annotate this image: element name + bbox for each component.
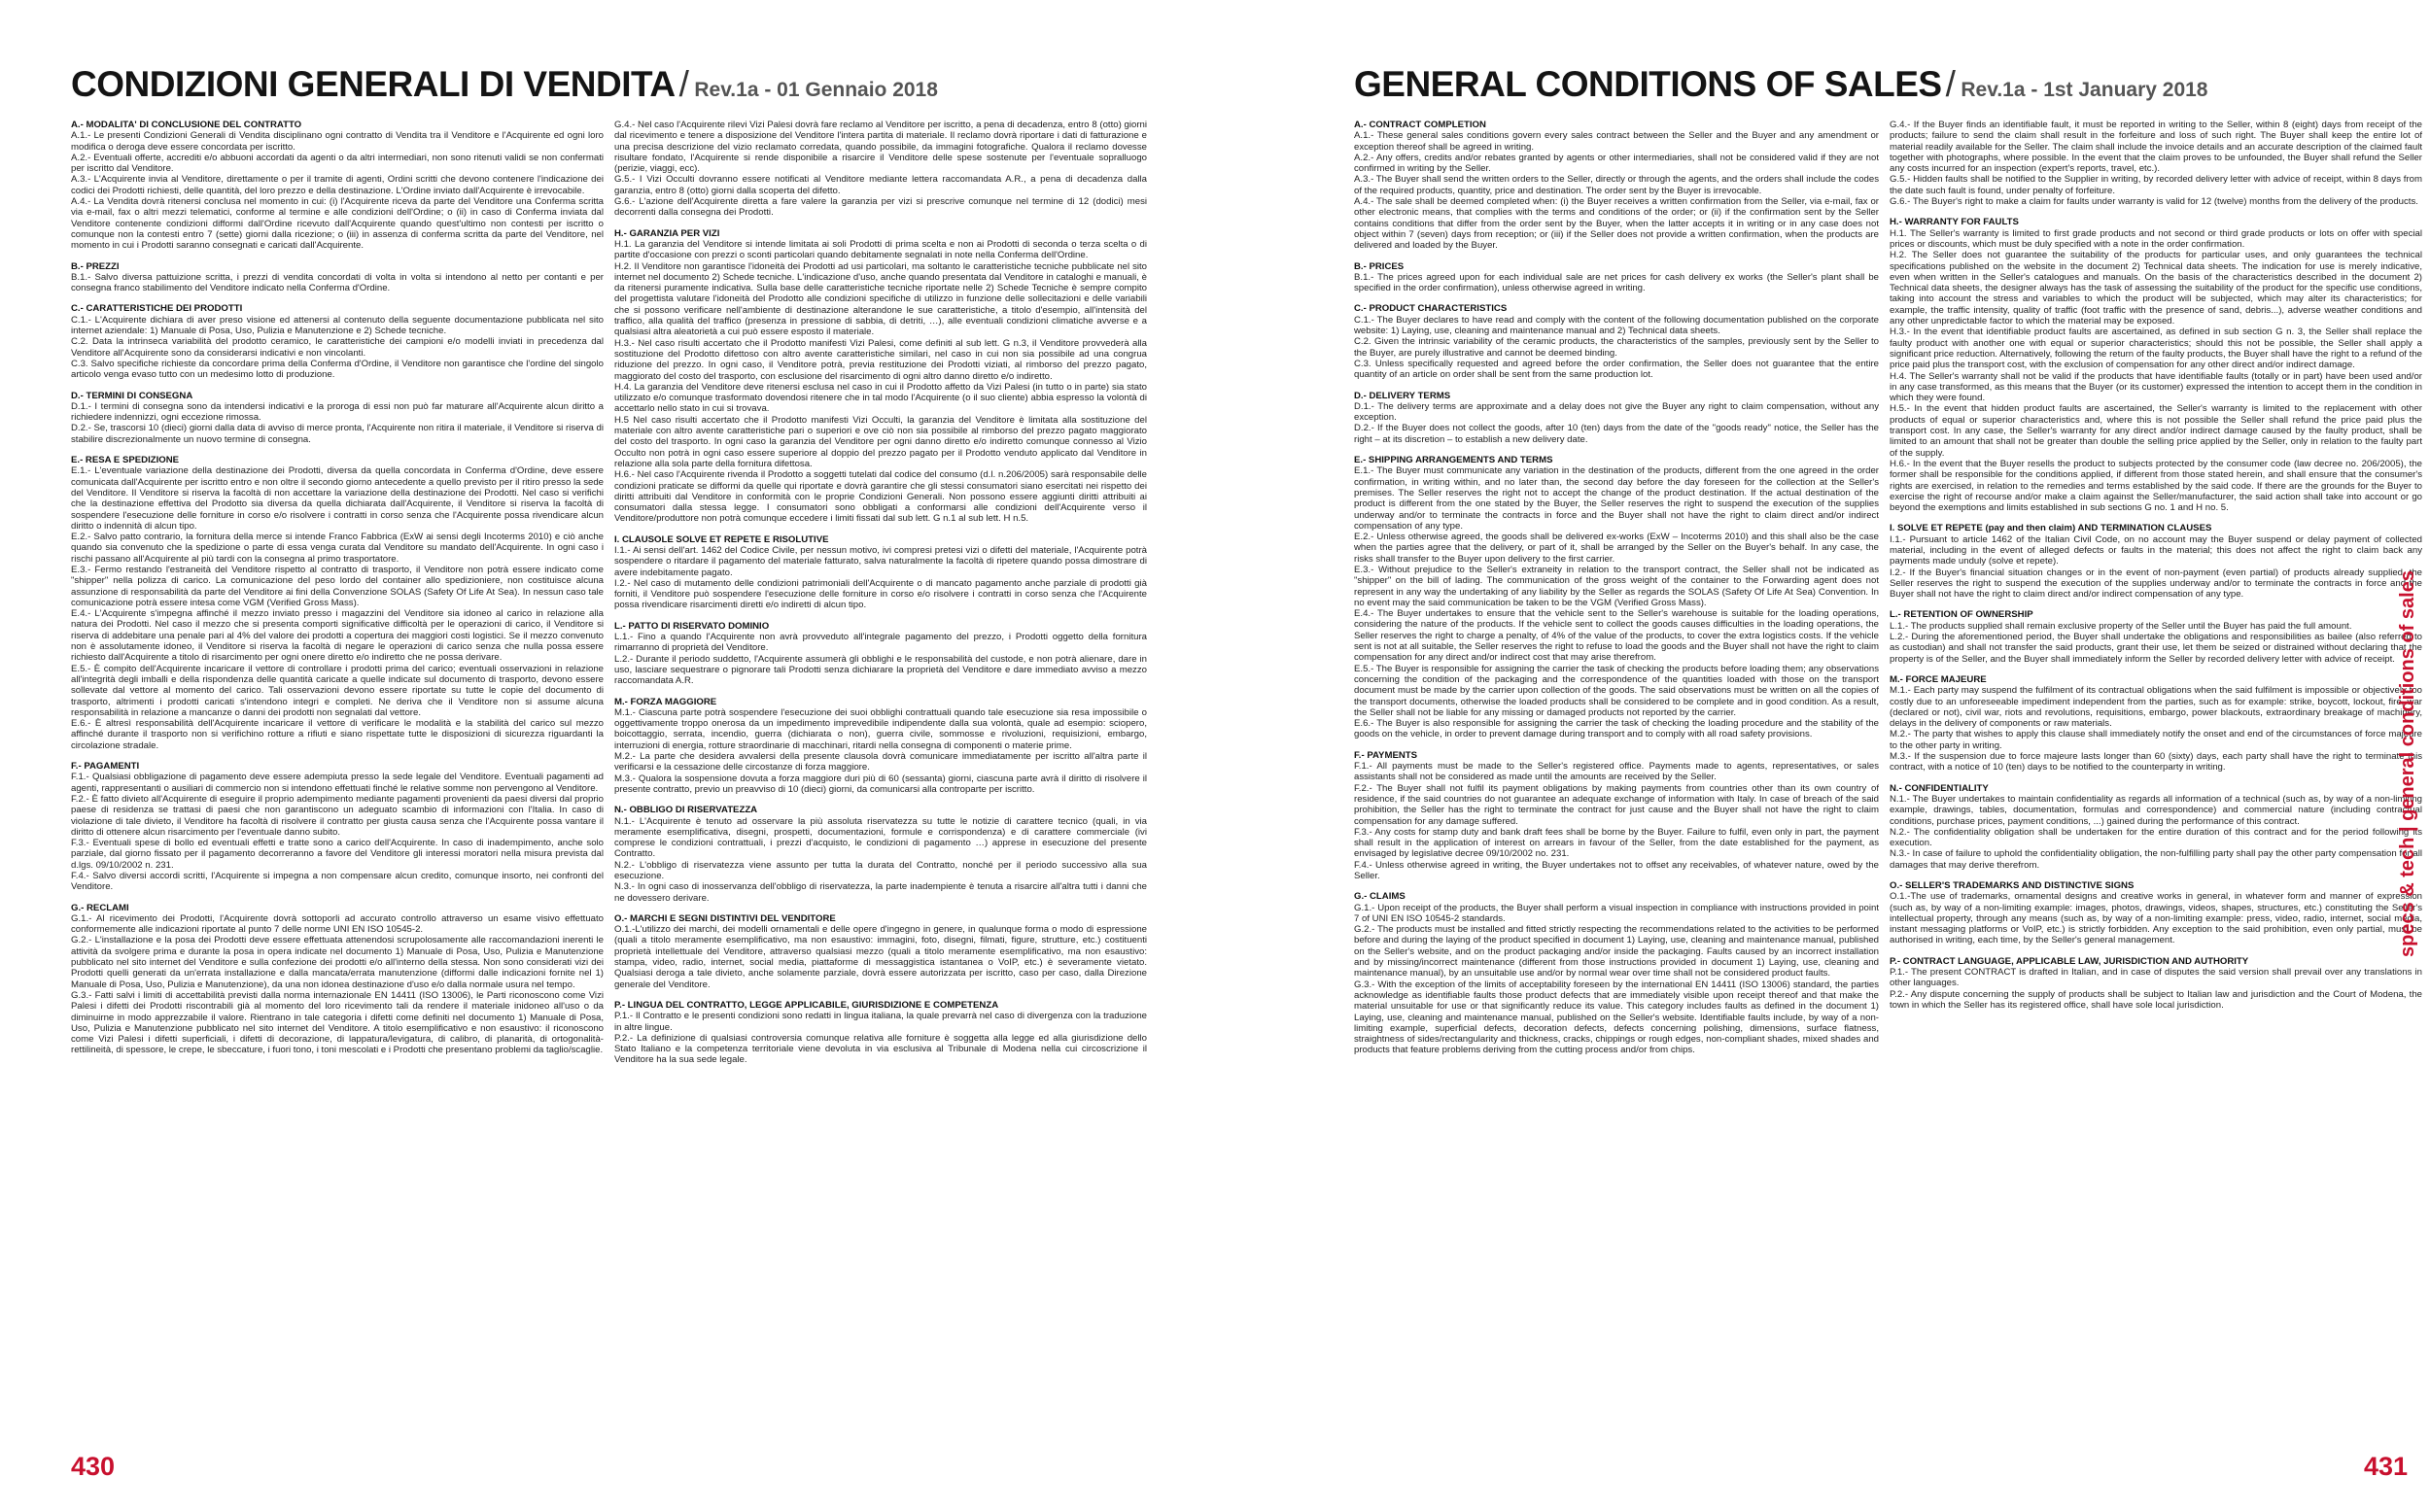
section-heading: N.- CONFIDENTIALITY (1890, 782, 1989, 794)
clause-section (1354, 750, 1879, 882)
section-heading: C.- PRODUCT CHARACTERISTICS (1354, 303, 1508, 315)
clause-section (71, 391, 604, 445)
clause-paragraph: H.3.- In the event that identifiable product faults are ascertained, as defined in sub section G n. 3, the Seller shall replace the faulty product with another one with equal or superior characteristics; should this not be possible, the Seller shall apply a significant price reduction. Alternatively, following the return of the faulty products, the Buyer shall have the right to a refund of the price paid plus the transport cost, with the exclusion of compensation for any other direct and/or indirect damage. (1890, 326, 2422, 371)
clause-section (1890, 674, 2422, 773)
section-heading: G.- CLAIMS (1354, 891, 1406, 903)
clause-paragraph: H.2. The Seller does not guarantee the suitability of the products for particular uses, and only guarantees the technical specifications published on the website in the document 2) Technical data sheets. The indication for use is merely indicative, even when written in the Seller's catalogues and manuals. On the basis of the characteristics described in the document 2) Technical data sheets, the designer always has the task of assessing the suitability of the product for the specific use conditions, taking into account the stress and variables to which the product will be subjected, which may alter its characteristics; for example, the traffic intensity, quality of traffic (foot traffic with the presence of sand, debris...), adverse weather conditions and any other unpredictable factor to which the material may be exposed. (1890, 250, 2422, 327)
page-number: 430 (71, 1452, 116, 1481)
clause-paragraph: H.5.- In the event that hidden product faults are ascertained, the Seller's warranty is limited to the replacement with other products of equal or superior characteristics and, where this is not possible the Seller shall refund the price paid plus the transport cost. In any case, the Seller's warranty for any direct and/or indirect damage caused by the faulty product, shall be limited to an amount that shall not be greater than double the selling price applied by the Seller, only in relation to the faulty part of the supply. (1890, 403, 2422, 459)
section-heading: B.- PREZZI (71, 260, 120, 272)
clause-paragraph: G.2.- The products must be installed and fitted strictly respecting the recommendations related to the activities to be performed before and during the laying of the product specified in document 1) Laying, use, cleaning and maintenance manual, published on the Seller's website, and on the product packaging and/or inside the packaging. Faults caused by an incorrect installation and by missing/incorrect maintenance (different from those instructions provided in document 1) Laying, use, cleaning and maintenance manual), by an unsuitable use and/or by normal wear over time shall not be considered product faults. (1354, 924, 1879, 979)
clause-paragraph: N.3.- In case of failure to uphold the confidentiality obligation, the non-fulfilling party shall pay the other party compensation for all damages that may derive therefrom. (1890, 848, 2422, 871)
clause-paragraph: O.1.-The use of trademarks, ornamental designs and creative works in general, in whatever form and manner of expression (such as, by way of a non-limiting example: images, photos, drawings, videos, shapes, structures, etc.) constituting the Seller's intellectual property, through any means (such as, by way of a non-limiting example: press, video, radio, internet, social media, instant messaging platforms or VoIP, etc.) is strictly forbidden. Any exception to the said prohibition, even only partial, must be authorised in writing, each time, by the Seller's general management. (1890, 891, 2422, 946)
clause-paragraph: M.1.- Ciascuna parte potrà sospendere l'esecuzione dei suoi obblighi contrattuali quando tale esecuzione sia resa impossibile o oggettivamente troppo onerosa da un impedimento imprevedibile indipendente dalla sua volontà, quale ad esempio: sciopero, boicottaggio, serrata, incendio, guerra (dichiarata o non), guerra civile, sommosse e rivoluzioni, requisizioni, embargo, interruzioni di energia, rotture straordinarie di macchinari, ritardi nella consegna di componenti o materie prime. (614, 706, 1147, 751)
clause-paragraph: H.5 Nel caso risulti accertato che il Prodotto manifesti Vizi Occulti, la garanzia del Venditore è limitata alla sostituzione del materiale con altro avente caratteristiche pari o superiori e ove ciò non sia possibile al rimborso del prezzo pagato maggiorato del costo del trasporto. In ogni caso la garanzia del Venditore per ogni danno diretto e/o indiretto comunque connesso al Vizio Occulto non potrà in ogni caso essere superiore al doppio del prezzo pagato per il Prodotto venduto applicato dal Venditore in relazione alla sola parte della fornitura difettosa. (614, 414, 1147, 469)
clause-paragraph: G.3.- With the exception of the limits of acceptability foreseen by the international EN 14411 (ISO 13006) standard, the parties acknowledge as identifiable faults those product defects that are immediately visible upon receipt thereof and that make the material unsuitable for use or that significantly reduce its value. This category includes faults as defined in the document 1) Laying, use, cleaning and maintenance manual, published on the Seller's website. Identifiable faults include, by way of a non-limiting example, superficial defects, decoration defects, defects concerning polishing, dimensions, surface flatness, straightness of sides/rectangularity and thickness, cracks, chippings or rough edges, non-compliant shades, mixed shades and products that feature problems deriving from the cutting process and/or from chips. (1354, 979, 1879, 1056)
title-text: CONDIZIONI GENERALI DI VENDITA (71, 64, 676, 104)
revision-label: Rev.1a - 1st January 2018 (1961, 79, 2208, 101)
text-column-1 (1354, 120, 1879, 1431)
clause-paragraph: A.1.- These general sales conditions govern every sales contract between the Seller and the Buyer and any amendment or exception thereof shall be agreed in writing. (1354, 130, 1879, 153)
text-column-1 (71, 120, 604, 1431)
clause-paragraph: H.4. La garanzia del Venditore deve ritenersi esclusa nel caso in cui il Prodotto affetto da Vizi Palesi (in tutto o in parte) sia stato utilizzato e/o comunque trasformato dovendosi ritenere che in tal modo l'Acquirente (o il suo cliente) abbia espresso la volontà di accettarlo nello stato in cui si trovava. (614, 381, 1147, 415)
clause-paragraph: E.5.- The Buyer is responsible for assigning the carrier the task of checking the products before loading them; any observations concerning the condition of the packaging and the correspondence of the quantities loaded with those on the transport document must be made by the carrier upon collection of the goods. The said observations must be written on all the copies of the transport documents, otherwise the loaded products shall be considered to be complete and in good condition. As a result, the Seller shall not be liable for any missing or damaged products not reported by the carrier. (1354, 663, 1879, 718)
clause-section (71, 761, 604, 893)
clause-paragraph: N.3.- In ogni caso di inosservanza dell'obbligo di riservatezza, la parte inadempiente è tenuta a risarcire all'altra tutti i danni che ne dovessero derivare. (614, 881, 1147, 904)
clause-section (71, 903, 604, 1056)
clause-section (1890, 120, 2422, 207)
clause-paragraph: N.2.- The confidentiality obligation shall be undertaken for the entire duration of this contract and for the period following its execution. (1890, 826, 2422, 849)
clause-paragraph: F.4.- Unless otherwise agreed in writing, the Buyer undertakes not to offset any receivables, of whatever nature, owed by the Seller. (1354, 859, 1879, 881)
clause-paragraph: D.2.- Se, trascorsi 10 (dieci) giorni dalla data di avviso di merce pronta, l'Acquirente non ritira il materiale, il Venditore si riserva di stabilire discrezionalmente un nuovo termine di consegna. (71, 423, 604, 445)
clause-section (614, 621, 1147, 687)
section-heading: B.- PRICES (1354, 260, 1405, 272)
clause-section (1890, 609, 2422, 664)
clause-paragraph: E.3.- Without prejudice to the Seller's extraneity in relation to the transport contract, the Seller shall not be indicated as "shipper" on the bill of lading. The communication of the gross weight of the container to the Forwarding agent does not represent in any way the undertaking of any liability by the Seller as regards the SOLAS (Safety Of Life At Sea) Convention. In no event may the said communication be taken to be the VGM (Verified Gross Mass). (1354, 564, 1879, 608)
clause-paragraph: E.1.- The Buyer must communicate any variation in the destination of the products, different from the one agreed in the order confirmation, in writing within, and no later than, the second day before the day foreseen for the collection at the Seller's premises. The Seller reserves the right not to accept the change of the product destination. If the actual destination of the product is different from the one stated by the Buyer, the Seller reserves the right to suspend the execution of the supplies underway and/or to terminate the contracts in force and the Buyer shall not have the right to claim direct and/or indirect compensation of any type. (1354, 465, 1879, 532)
clause-paragraph: H.6.- Nel caso l'Acquirente rivenda il Prodotto a soggetti tutelati dal codice del consumo (d.l. n.206/2005) sarà responsabile delle condizioni praticate se difformi da quelle qui riportate e dovrà garantire che gli stessi consumatori siano esercitati nei rispetto dei diritti attribuiti dal Venditore in conformità con le proprie Condizioni Generali. Non possono essere aggiunti diritti attribuiti ai consumatori dalla stessa legge. I consumatori sono obbligati a conformarsi alle condizioni dell'Acquirente verso il Venditore/produttore non potrà comunque eccedere i limiti fissati dal sub lett. G n.1 al sub lett. H n.5. (614, 469, 1147, 525)
clause-paragraph: L.1.- The products supplied shall remain exclusive property of the Seller until the Buyer has paid the full amount. (1890, 620, 2352, 632)
clause-paragraph: P.1.- The present CONTRACT is drafted in Italian, and in case of disputes the said version shall prevail over any translations in other languages. (1890, 967, 2422, 989)
section-heading: P.- CONTRACT LANGUAGE, APPLICABLE LAW, JURISDICTION AND AUTHORITY (1890, 955, 2249, 967)
clause-paragraph: F.3.- Eventuali spese di bollo ed eventuali effetti e tratte sono a carico dell'Acquirente. In caso di inadempimento, anche solo parziale, dal giorno fissato per il pagamento decorreranno a favore del Venditore gli interessi moratori nella misura prevista dal d.lgs. 09/10/2002 n. 231. (71, 838, 604, 871)
clause-paragraph: F.2.- È fatto divieto all'Acquirente di eseguire il proprio adempimento mediante pagamenti provenienti da paesi diversi dal proprio paese di residenza se trattasi di paesi che non garantiscono un adeguato scambio di informazioni con l'Italia. In caso di violazione di tale divieto, il Venditore ha facoltà di risolvere il contratto per giusta causa senza che l'Acquirente possa vantare il diritto di ottenere alcun risarcimento per l'eventuale danno subito. (71, 793, 604, 838)
clause-section (1354, 455, 1879, 740)
clause-section (1354, 391, 1879, 445)
page-right (1215, 0, 2430, 1512)
clause-paragraph: C.1.- L'Acquirente dichiara di aver preso visione ed attenersi al contenuto della seguente documentazione pubblicata nel sito internet aziendale: 1) Manuale di Posa, Uso, Pulizia e Manutenzione e 2) Schede tecniche. (71, 314, 604, 337)
section-heading: C.- CARATTERISTICHE DEI PRODOTTI (71, 303, 243, 315)
clause-paragraph: G.1.- Al ricevimento dei Prodotti, l'Acquirente dovrà sottoporli ad accurato controllo attraverso un esame visivo effettuato conformemente alle indicazioni riportate al punto 7 delle norme UNI EN ISO 10545-2. (71, 912, 604, 936)
section-heading: F.- PAYMENTS (1354, 749, 1418, 761)
clause-paragraph: C.2. Given the intrinsic variability of the ceramic products, the characteristics of the samples, previously sent by the Seller to the Buyer, are purely illustrative and cannot be deemed binding. (1354, 336, 1879, 359)
clause-paragraph: C.2. Data la intrinseca variabilità del prodotto ceramico, le caratteristiche dei campioni e/o modelli inviati in precedenza dal Venditore all'Acquirente sono da considerarsi indicativi e non vincolanti. (71, 336, 604, 359)
clause-paragraph: H.1. La garanzia del Venditore si intende limitata ai soli Prodotti di prima scelta e non ai Prodotti di seconda o terza scelta o di partite d'occasione con prezzi o sconti particolari quando debitamente segnalati in note nella Conferma dell'Ordine. (614, 238, 1147, 261)
section-heading: L.- RETENTION OF OWNERSHIP (1890, 609, 2033, 621)
section-heading: D.- TERMINI DI CONSEGNA (71, 390, 193, 401)
clause-paragraph: M.1.- Each party may suspend the fulfilment of its contractual obligations when the said fulfilment is impossible or objectively too costly due to an unforeseeable impediment independent from the parties, such as for example: strike, boycott, lockout, fire, war (declared or not), civil war, riots and revolutions, requisitions, embargo, power blackouts, extraordinary breakage of machinery, delays in the delivery of components or raw materials. (1890, 685, 2422, 730)
clause-section (1890, 783, 2422, 871)
clause-paragraph: P.1.- Il Contratto e le presenti condizioni sono redatti in lingua italiana, la quale prevarrà nel caso di divergenza con la traduzione in altre lingue. (614, 1011, 1147, 1033)
section-heading: L.- PATTO DI RISERVATO DOMINIO (614, 620, 770, 632)
text-column-2 (1890, 120, 2422, 1431)
clause-paragraph: F.4.- Salvo diversi accordi scritti, l'Acquirente si impegna a non compensare alcun credito, comunque insorto, nei confronti del Venditore. (71, 871, 604, 893)
clause-paragraph: E.2.- Salvo patto contrario, la fornitura della merce si intende Franco Fabbrica (ExW ai sensi degli Incoterms 2010) e ciò anche quando sia convenuto che la spedizione o parte di essa venga curata dal Venditore su mandato dell'Acquirente. In ogni caso i rischi passano all'Acquirente al più tardi con la consegna al primo trasportatore. (71, 532, 604, 565)
section-heading: M.- FORCE MAJEURE (1890, 673, 1987, 685)
clause-section (1354, 891, 1879, 1055)
clause-paragraph: E.6.- È altresì responsabilità dell'Acquirente incaricare il vettore di verificare le modalità e la stabilità del carico sul mezzo affinché durante il trasporto non si verifichino rotture a rifiuti e siano rispettate tutte le disposizioni di sicurezza riguardanti la circolazione stradale. (71, 718, 604, 751)
clause-paragraph: C.3. Salvo specifiche richieste da concordare prima della Conferma d'Ordine, il Venditore non garantisce che l'ordine del singolo articolo venga evaso tutto con un medesimo lotto di produzione. (71, 358, 604, 381)
clause-section (1890, 880, 2422, 946)
clause-paragraph: F.1.- Qualsiasi obbligazione di pagamento deve essere adempiuta presso la sede legale del Venditore. Eventuali pagamenti ad agenti, rappresentanti o ausiliari di commercio non si intendono effettuati finché le relative somme non pervengono al Venditore. (71, 772, 604, 794)
clause-paragraph: D.2.- If the Buyer does not collect the goods, after 10 (ten) days from the date of the "goods ready" notice, the Seller has the right – at its discretion – to establish a new delivery date. (1354, 423, 1879, 445)
clause-section (1354, 303, 1879, 380)
clause-paragraph: M.3.- Qualora la sospensione dovuta a forza maggiore duri più di 60 (sessanta) giorni, ciascuna parte avrà il diritto di risolvere il presente contratto, previo un preavviso di 10 (dieci) giorni, da comunicarsi alla controparte per iscritto. (614, 773, 1147, 795)
clause-paragraph: H.1. The Seller's warranty is limited to first grade products and not second or third grade products or lots on offer with special prices or discounts, which must be duly specified with a note in the order confirmation. (1890, 227, 2422, 250)
clause-paragraph: D.1.- I termini di consegna sono da intendersi indicativi e la proroga di essi non può far maturare all'Acquirente alcun diritto a richiedere indennizzi, ogni eccezione rimossa. (71, 400, 604, 424)
clause-paragraph: A.2.- Eventuali offerte, accrediti e/o abbuoni accordati da agenti o da altri intermediari, non sono ritenuti validi se non confermati per iscritto dal Venditore. (71, 152, 604, 175)
clause-paragraph: E.5.- È compito dell'Acquirente incaricare il vettore di controllare i prodotti prima del carico; eventuali osservazioni in relazione all'integrità degli imballi e della rispondenza delle quantità caricate a quelle indicate sul documento di trasporto, devono essere sollevate dal vettore al momento del carico. Tali osservazioni devono essere riportate su tutte le copie del documento di trasporto, altrimenti i prodotti caricati s'intendono integri e completi. Ne deriva che il Venditore non si assume alcuna responsabilità in relazione a mancanze o danni dei prodotti non segnalati dal vettore. (71, 663, 604, 718)
clause-section (1890, 523, 2422, 600)
clause-paragraph: N.1.- The Buyer undertakes to maintain confidentiality as regards all information of a technical (such as, by way of a non-limiting example, drawings, tables, documentation, formulas and correspondence) and commercial nature (including contractual conditions, purchase prices, payment conditions, ...) gained during the performance of this contract. (1890, 793, 2422, 827)
clause-paragraph: C.1.- The Buyer declares to have read and comply with the content of the following documentation published on the corporate website: 1) Laying, use, cleaning and maintenance manual and 2) Technical data sheets. (1354, 314, 1879, 337)
clause-paragraph: A.4.- La Vendita dovrà ritenersi conclusa nel momento in cui: (i) l'Acquirente riceva da parte del Venditore una Conferma scritta via e-mail, fax o altri mezzi telematici, conforme al termine e alle condizioni dell'Ordine; o (ii) in caso di Conferma inviata dal Venditore contenente condizioni difformi dall'Ordine ricevuto dall'Acquirente quando quest'ultimo non contesti per iscritto o comunque non la contesti entro 7 (sette) giorni dalla ricezione; o (iii) in assenza di conferma scritta da parte del Venditore, nel momento in cui i Prodotti saranno consegnati e caricati dall'Acquirente. (71, 196, 604, 252)
section-heading: O.- MARCHI E SEGNI DISTINTIVI DEL VENDITORE (614, 912, 836, 924)
clause-section (1890, 956, 2422, 1011)
section-heading: F.- PAGAMENTI (71, 761, 140, 773)
clause-paragraph: B.1.- Salvo diversa pattuizione scritta, i prezzi di vendita concordati di volta in volta si intendono al netto per contanti e per consegna franco stabilimento del Venditore indicato nella Conferma d'Ordine. (71, 271, 604, 294)
clause-paragraph: E.4.- L'Acquirente s'impegna affinché il mezzo inviato presso i magazzini del Venditore sia idoneo al carico in relazione alla natura dei Prodotti. Nel caso il mezzo che si presenta comporti significative difficoltà per le operazioni di carico, il Venditore si riserva di addebitare una penale pari al 4% del valore dei prodotti a copertura dei maggiori costi logistici. Se il mezzo convenuto non è assolutamente idoneo, il Venditore si riserva la facoltà di negare le operazioni di carico senza che nulla possa essere richiesto dall'Acquirente a titolo di risarcimento per ogni onere diretto e/o indiretto che ne possa derivare. (71, 608, 604, 664)
title-separator: / (1945, 64, 1956, 104)
clause-paragraph: G.6.- L'azione dell'Acquirente diretta a fare valere la garanzia per vizi si prescrive comunque nel termine di 12 (dodici) mesi decorrenti dalla consegna dei Prodotti. (614, 196, 1147, 219)
side-section-label: specs & tech | general conditions of sales (2397, 570, 2418, 957)
clause-section (71, 455, 604, 751)
section-heading: E.- RESA E SPEDIZIONE (71, 455, 180, 466)
clause-section (1890, 217, 2422, 513)
clause-paragraph: G.5.- Hidden faults shall be notified to the Supplier in writing, by recorded delivery letter with advice of receipt, within 8 days from the date such fault is found, under penalty of forfeiture. (1890, 174, 2422, 196)
clause-section (614, 1000, 1147, 1066)
page-title (1354, 64, 2207, 105)
clause-paragraph: H.6.- In the event that the Buyer resells the product to subjects protected by the consumer code (law decree no. 206/2005), the former shall be responsible for the conditions applied, if different from those stated herein, and shall ensure that the consumer's rights are exercised, in relation to the remedies and terms established by the said code. If there are the grounds for the Buyer to exercise the right of recourse and/or make a claim against the Seller/manufacturer, the said action shall take into account or go beyond the exemptions and limits established in sub sections G no. 1 and H no. 5. (1890, 458, 2422, 514)
clause-section (614, 697, 1147, 796)
clause-paragraph: E.2.- Unless otherwise agreed, the goods shall be delivered ex-works (ExW – Incoterms 2010) and this shall also be the case when the parties agree that the delivery, or part of it, shall be arranged by the Seller on the Buyer's behalf. In any case, the risks shall transfer to the Buyer upon delivery to the first carrier. (1354, 532, 1879, 565)
clause-paragraph: A.4.- The sale shall be deemed completed when: (i) the Buyer receives a written confirmation from the Seller, via e-mail, fax or other electronic means, that complies with the terms and conditions of the order; or (ii) if the confirmation sent by the Seller contains conditions that differ from the order sent by the Buyer, when the latter accepts it in writing or in any case does not object within 7 (seven) days from reception; or (iii) if the Seller does not provide a written confirmation, when the products are delivered and loaded by the Buyer. (1354, 196, 1879, 252)
section-heading: H.- WARRANTY FOR FAULTS (1890, 217, 2019, 228)
section-heading: A.- MODALITA' DI CONCLUSIONE DEL CONTRATTO (71, 120, 302, 130)
clause-paragraph: L.2.- Durante il periodo suddetto, l'Acquirente assumerà gli obblighi e le responsabilità del custode, e non potrà alienare, dare in uso, lasciare sequestrare o pignorare tali Prodotti senza dichiarare la proprietà del Venditore e dare immediato avviso a mezzo raccomandata A.R. (614, 653, 1147, 687)
clause-paragraph: F.2.- The Buyer shall not fulfil its payment obligations by making payments from countries other than its own country of residence, if the said countries do not guarantee an adequate exchange of information with Italy. In case of breach of the said prohibition, the Seller has the right to terminate the contract for just cause and the Buyer shall not have the right to claim compensation for any damage suffered. (1354, 782, 1879, 827)
clause-paragraph: L.1.- Fino a quando l'Acquirente non avrà provveduto all'integrale pagamento del prezzo, i Prodotti oggetto della fornitura rimarranno di proprietà del Venditore. (614, 632, 1147, 654)
clause-paragraph: O.1.-L'utilizzo dei marchi, dei modelli ornamentali e delle opere d'ingegno in genere, in qualunque forma o modo di espressione (quali a titolo meramente esemplificativo, ma non esaustivo: immagini, foto, disegni, filmati, figure, strutture, etc.) costituenti proprietà intellettuale del Venditore, attraverso qualsiasi mezzo (quali a titolo meramente esemplificativo, ma non esaustivo: stampa, video, radio, internet, social media, piattaforme di messaggistica istantanea o VoIP, etc.) è severamente vietato. Qualsiasi deroga a tale divieto, anche solamente parziale, dovrà essere autorizzata per iscritto, caso per caso, dalla Direzione generale del Venditore. (614, 924, 1147, 990)
clause-paragraph: G.4.- If the Buyer finds an identifiable fault, it must be reported in writing to the Seller, within 8 (eight) days from receipt of the products; failure to send the claim shall result in the forfeiture and loss of such right. The Buyer shall keep the entire lot of material readily available for the Seller. The claim shall include the invoice details and an accurate description of the claimed fault together with photographs, where possible. In the event that the claim proves to be unfounded, the Buyer shall refund the Seller any costs incurred for an inspection (expert's reports, travel, etc.). (1890, 120, 2422, 175)
clause-paragraph: A.1.- Le presenti Condizioni Generali di Vendita disciplinano ogni contratto di Vendita tra il Venditore e l'Acquirente ed ogni loro modifica o deroga deve essere concordata per iscritto. (71, 130, 604, 153)
clause-paragraph: G.6.- The Buyer's right to make a claim for faults under warranty is valid for 12 (twelve) months from the delivery of the products. (1890, 196, 2418, 208)
clause-paragraph: M.2.- The party that wishes to apply this clause shall immediately notify the onset and end of the circumstances of force majeure to the other party in writing. (1890, 729, 2422, 751)
clause-paragraph: G.4.- Nel caso l'Acquirente rilevi Vizi Palesi dovrà fare reclamo al Venditore per iscritto, a pena di decadenza, entro 8 (otto) giorni dal ricevimento e tenere a disposizione del Venditore l'intera partita di materiale. Il reclamo dovrà riportare i dati di fatturazione e una precisa descrizione del vizio reclamato corredata, quando possibile, da immagini fotografiche. Qualora il reclamo dovesse risultare fondato, l'Acquirente si rende disponibile a risarcire il Venditore delle spese sostenute per l'eventuale sopralluogo (perizie, viaggi, ecc). (614, 120, 1147, 175)
clause-section (614, 805, 1147, 904)
clause-paragraph: N.2.- L'obbligo di riservatezza viene assunto per tutta la durata del Contratto, nonché per il periodo successivo alla sua esecuzione. (614, 859, 1147, 881)
clause-paragraph: E.1.- L'eventuale variazione della destinazione dei Prodotti, diversa da quella concordata in Conferma d'Ordine, deve essere comunicata dall'Acquirente per iscritto entro e non oltre il secondo giorno antecedente a quello previsto per il ritiro presso la sede del Venditore. Il Venditore si riserva la facoltà di non accettare la variazione della destinazione dei Prodotti. Nel caso si verifichi che la destinazione effettiva del Prodotto sia diversa da quella dichiarata dall'Acquirente, il Venditore si riserva la facoltà di sospendere l'esecuzione delle forniture in corso e/o risolvere i contratti in corso senza che l'Acquirente possa rivendicare alcun diritto o indennità di alcun tipo. (71, 465, 604, 532)
clause-paragraph: E.3.- Fermo restando l'estraneità del Venditore rispetto al contratto di trasporto, il Venditore non potrà essere indicato come "shipper" nella polizza di carico. La comunicazione del peso lordo del container allo spedizioniere, non costituisce alcuna assunzione di responsabilità da parte del Venditore ai fini della Convenzione SOLAS (Safety Of Life At Sea). In nessun caso tale comunicazione potrà essere intesa come VGM (Verified Gross Mass). (71, 564, 604, 608)
section-heading: G.- RECLAMI (71, 902, 129, 913)
title-text: GENERAL CONDITIONS OF SALES (1354, 64, 1942, 104)
text-column-2 (614, 120, 1147, 1431)
clause-section (71, 261, 604, 294)
clause-section (614, 534, 1147, 611)
clause-paragraph: C.3. Unless specifically requested and agreed before the order confirmation, the Seller does not guarantee that the entire quantity of an article on order shall be sent from the same production lot. (1354, 358, 1879, 381)
clause-section (71, 303, 604, 380)
clause-paragraph: E.4.- The Buyer undertakes to ensure that the vehicle sent to the Seller's warehouse is suitable for the loading operations, considering the nature of the products. If the vehicle sent to collect the goods causes difficulties in the loading operations, the Seller reserves the right to charge a penalty, of 4% of the value of the products, to cover the extra logistics costs. If the vehicle sent is not at all suitable, the Seller reserves the right to refuse to load the goods and the Buyer shall not have the right to claim compensation for any direct and/or indirect cost that may arise therefrom. (1354, 608, 1879, 664)
clause-paragraph: D.1.- The delivery terms are approximate and a delay does not give the Buyer any right to claim compensation, without any exception. (1354, 400, 1879, 424)
section-heading: N.- OBBLIGO DI RISERVATEZZA (614, 805, 758, 816)
clause-paragraph: B.1.- The prices agreed upon for each individual sale are net prices for cash delivery ex works (the Seller's plant shall be specified in the order confirmation), unless otherwise agreed in writing. (1354, 271, 1879, 294)
clause-section (614, 120, 1147, 219)
clause-paragraph: I.2.- If the Buyer's financial situation changes or in the event of non-payment (even partial) of products already supplied, the Seller reserves the right to suspend the execution of the supplies underway and/or to terminate the contracts in force and the Buyer shall not have the right to claim direct and/or indirect compensation of any type. (1890, 567, 2422, 601)
section-heading: D.- DELIVERY TERMS (1354, 390, 1451, 401)
clause-paragraph: A.3.- The Buyer shall send the written orders to the Seller, directly or through the agents, and the orders shall include the codes of the required products, quantity, price and destination. The order sent by the Buyer is irrevocable. (1354, 174, 1879, 196)
revision-label: Rev.1a - 01 Gennaio 2018 (694, 79, 938, 101)
page-number: 431 (2364, 1452, 2409, 1481)
clause-paragraph: I.1.- Ai sensi dell'art. 1462 del Codice Civile, per nessun motivo, ivi compresi pretesi vizi o difetti del materiale, l'Acquirente potrà sospendere o ritardare il pagamento del materiale fatturato, salva naturalmente la facoltà di ripetere quando possa dimostrare di avere indebitamente pagato. (614, 544, 1147, 578)
title-separator: / (678, 64, 689, 104)
section-heading: I. SOLVE ET REPETE (pay and then claim) AND TERMINATION CLAUSES (1890, 523, 2212, 534)
clause-paragraph: I.1.- Pursuant to article 1462 of the Italian Civil Code, on no account may the Buyer suspend or delay payment of collected material, including in the event of alleged defects or faults in the material; this does not affect the right to claim back any payments made unduly (solve et repete). (1890, 533, 2422, 567)
clause-section (1354, 120, 1879, 252)
clause-section (1354, 261, 1879, 294)
clause-paragraph: G.3.- Fatti salvi i limiti di accettabilità previsti dalla norma internazionale EN 14411 (ISO 13006), le Parti riconoscono come Vizi Palesi i difetti dei Prodotti riscontrabili già al momento del loro ricevimento tali da rendere il materiale inidoneo all'uso o da diminuirne in modo apprezzabile il valore. Rientrano in tale categoria i difetti come definiti nel documento 1) Manuale di Posa, Uso, Pulizia e Manutenzione pubblicato nel sito internet del Venditore. A titolo esemplificativo e non esaustivo: il riconoscono come Vizi Palesi i difetti superficiali, i difetti di decorazione, di lappatura/levigatura, di calibro, di planarità, di ortogonalità-rettilineità, di spessore, le crepe, le sbeccature, i fuori tono, i toni mescolati e i Prodotti che presentano problemi da taglio/scaglie. (71, 989, 604, 1056)
clause-paragraph: H.4. The Seller's warranty shall not be valid if the products that have identifiable faults (totally or in part) have been used and/or in any case transformed, as this means that the Buyer (or its customer) expressed the intention to accept them in the condition in which they were found. (1890, 370, 2422, 404)
clause-paragraph: H.2. Il Venditore non garantisce l'idoneità dei Prodotti ad usi particolari, ma soltanto le caratteristiche tecniche pubblicate nel sito internet nel documento 2) Schede tecniche. L'indicazione d'uso, anche quando presentata dal Venditore in cataloghi e manuali, è da ritenersi puramente indicativa. Sulla base delle caratteristiche tecniche riportate nelle 2) Schede Tecniche è sempre compito del progettista valutare l'idoneità del Prodotto alle condizioni specifiche di utilizzo in funzione delle sollecitazioni e delle variabili che si possono verificare nell'ambiente di destinazione alterandone le sue caratteristiche, a titolo d'esempio, all'intensità del traffico, alla qualità del traffico (presenza in pressione di sabbia, di detriti, …), alle eventuali condizioni climatiche avverse e a qualsiasi altra aleatorietà a cui può essere esposto il materiale. (614, 260, 1147, 338)
clause-paragraph: L.2.- During the aforementioned period, the Buyer shall undertake the obligations and responsibilities as bailee (also referred to as custodian) and shall not transfer the said products, grant their use, let them be seized or distrained without declaring that the property is of the Seller, and the Buyer shall immediately inform the Seller by recorded delivery letter with advice of receipt. (1890, 632, 2422, 665)
clause-paragraph: E.6.- The Buyer is also responsible for assigning the carrier the task of checking the loading procedure and the stability of the goods on the vehicle, in order to prevent damage during transport and to comply with all road safety provisions. (1354, 718, 1879, 740)
section-heading: H.- GARANZIA PER VIZI (614, 227, 720, 239)
clause-paragraph: A.3.- L'Acquirente invia al Venditore, direttamente o per il tramite di agenti, Ordini scritti che devono contenere l'indicazione dei codici dei Prodotti richiesti, delle quantità, del loro prezzo e della destinazione. L'Ordine inviato dall'Acquirente è irrevocabile. (71, 174, 604, 196)
clause-section (71, 120, 604, 252)
clause-paragraph: A.2.- Any offers, credits and/or rebates granted by agents or other intermediaries, shall not be considered valid if they are not confirmed in writing by the Seller. (1354, 152, 1879, 175)
clause-section (614, 913, 1147, 990)
clause-section (614, 228, 1147, 525)
section-heading: A.- CONTRACT COMPLETION (1354, 120, 1486, 130)
clause-paragraph: G.5.- I Vizi Occulti dovranno essere notificati al Venditore mediante lettera raccomandata A.R., a pena di decadenza dalla garanzia, entro 8 (otto) giorni dalla scoperta del difetto. (614, 174, 1147, 196)
clause-paragraph: M.3.- If the suspension due to force majeure lasts longer than 60 (sixty) days, each party shall have the right to terminate this contract, with a notice of 10 (ten) days to be notified to the counterparty in writing. (1890, 751, 2422, 773)
clause-paragraph: G.2.- L'installazione e la posa dei Prodotti deve essere effettuata attenendosi scrupolosamente alle raccomandazioni inerenti le attività da svolgere prima e durante la posa in opera indicate nel documento 1) Manuale di Posa, Uso, Pulizia e Manutenzione pubblicato nel sito internet del Venditore e sulla confezione dei prodotti e/o all'interno della stessa. Non sono considerati vizi dei Prodotti quelli generati da un'errata installazione e dalla mancata/errata manutenzione (difformi dalle indicazioni fornite nel 1) Manuale di Posa, Uso, Pulizia e Manutenzione), da una non idonea destinazione d'uso e/o dalla normale usura nel tempo. (71, 935, 604, 990)
clause-paragraph: N.1.- L'Acquirente è tenuto ad osservare la più assoluta riservatezza su tutte le notizie di carattere tecnico (quali, in via meramente esemplificativa, disegni, prospetti, documentazioni, formule e corrispondenza) e di carattere commerciale (ivi comprese le condizioni contrattuali, i prezzi d'acquisto, le condizioni di pagamento …) apprese in esecuzione del presente Contratto. (614, 815, 1147, 860)
section-heading: O.- SELLER'S TRADEMARKS AND DISTINCTIVE SIGNS (1890, 880, 2135, 891)
clause-paragraph: F.3.- Any costs for stamp duty and bank draft fees shall be borne by the Buyer. Failure to fulfil, even only in part, the payment shall result in the application of interest on arrears in favour of the Seller, from the date established for the payment, as envisaged by legislative decree 09/10/2002 no. 231. (1354, 826, 1879, 860)
clause-paragraph: P.2.- La definizione di qualsiasi controversia comunque relativa alle forniture è soggetta alla legge ed alla giurisdizione dello Stato Italiano e la competenza territoriale viene devoluta in via esclusiva al Tribunale di Modena nella cui circoscrizione il Venditore ha la sua sede legale. (614, 1032, 1147, 1066)
section-heading: M.- FORZA MAGGIORE (614, 696, 717, 707)
clause-paragraph: P.2.- Any dispute concerning the supply of products shall be subject to Italian law and jurisdiction and the Court of Modena, the town in which the Seller has its registered office, shall have sole local jurisdiction. (1890, 988, 2422, 1011)
section-heading: I. CLAUSOLE SOLVE ET REPETE E RISOLUTIVE (614, 533, 829, 545)
section-heading: P.- LINGUA DEL CONTRATTO, LEGGE APPLICABILE, GIURISDIZIONE E COMPETENZA (614, 999, 999, 1011)
clause-paragraph: G.1.- Upon receipt of the products, the Buyer shall perform a visual inspection in compliance with instructions provided in point 7 of UNI EN ISO 10545-2 standards. (1354, 902, 1879, 924)
clause-paragraph: H.3.- Nel caso risulti accertato che il Prodotto manifesti Vizi Palesi, come definiti al sub lett. G n.3, il Venditore provvederà alla sostituzione del Prodotto difettoso con altro avente caratteristiche similari, nel caso in cui non sia possibile ad una congrua riduzione del prezzo. In ogni caso, il Venditore potrà, previa restituzione dei Prodotti viziati, al rimborso del prezzo pagato, maggiorato del costo del trasporto, con esclusione del risarcimento di ogni altro danno diretto e/o indiretto. (614, 337, 1147, 382)
clause-paragraph: M.2.- La parte che desidera avvalersi della presente clausola dovrà comunicare immediatamente per iscritto all'altra parte il verificarsi e la cessazione delle circostanze di forza maggiore. (614, 751, 1147, 773)
clause-paragraph: I.2.- Nel caso di mutamento delle condizioni patrimoniali dell'Acquirente o di mancato pagamento anche parziale di prodotti già forniti, il Venditore può sospendere l'esecuzione delle forniture in corso e/o risolvere i contratti in corso senza che l'Acquirente possa rivendicare risarcimenti diretti e/o indiretti di alcun tipo. (614, 577, 1147, 611)
clause-paragraph: F.1.- All payments must be made to the Seller's registered office. Payments made to agents, representatives, or sales assistants shall not be considered as made until the amounts are received by the Seller. (1354, 761, 1879, 783)
section-heading: E.- SHIPPING ARRANGEMENTS AND TERMS (1354, 455, 1553, 466)
page-title (71, 64, 938, 105)
